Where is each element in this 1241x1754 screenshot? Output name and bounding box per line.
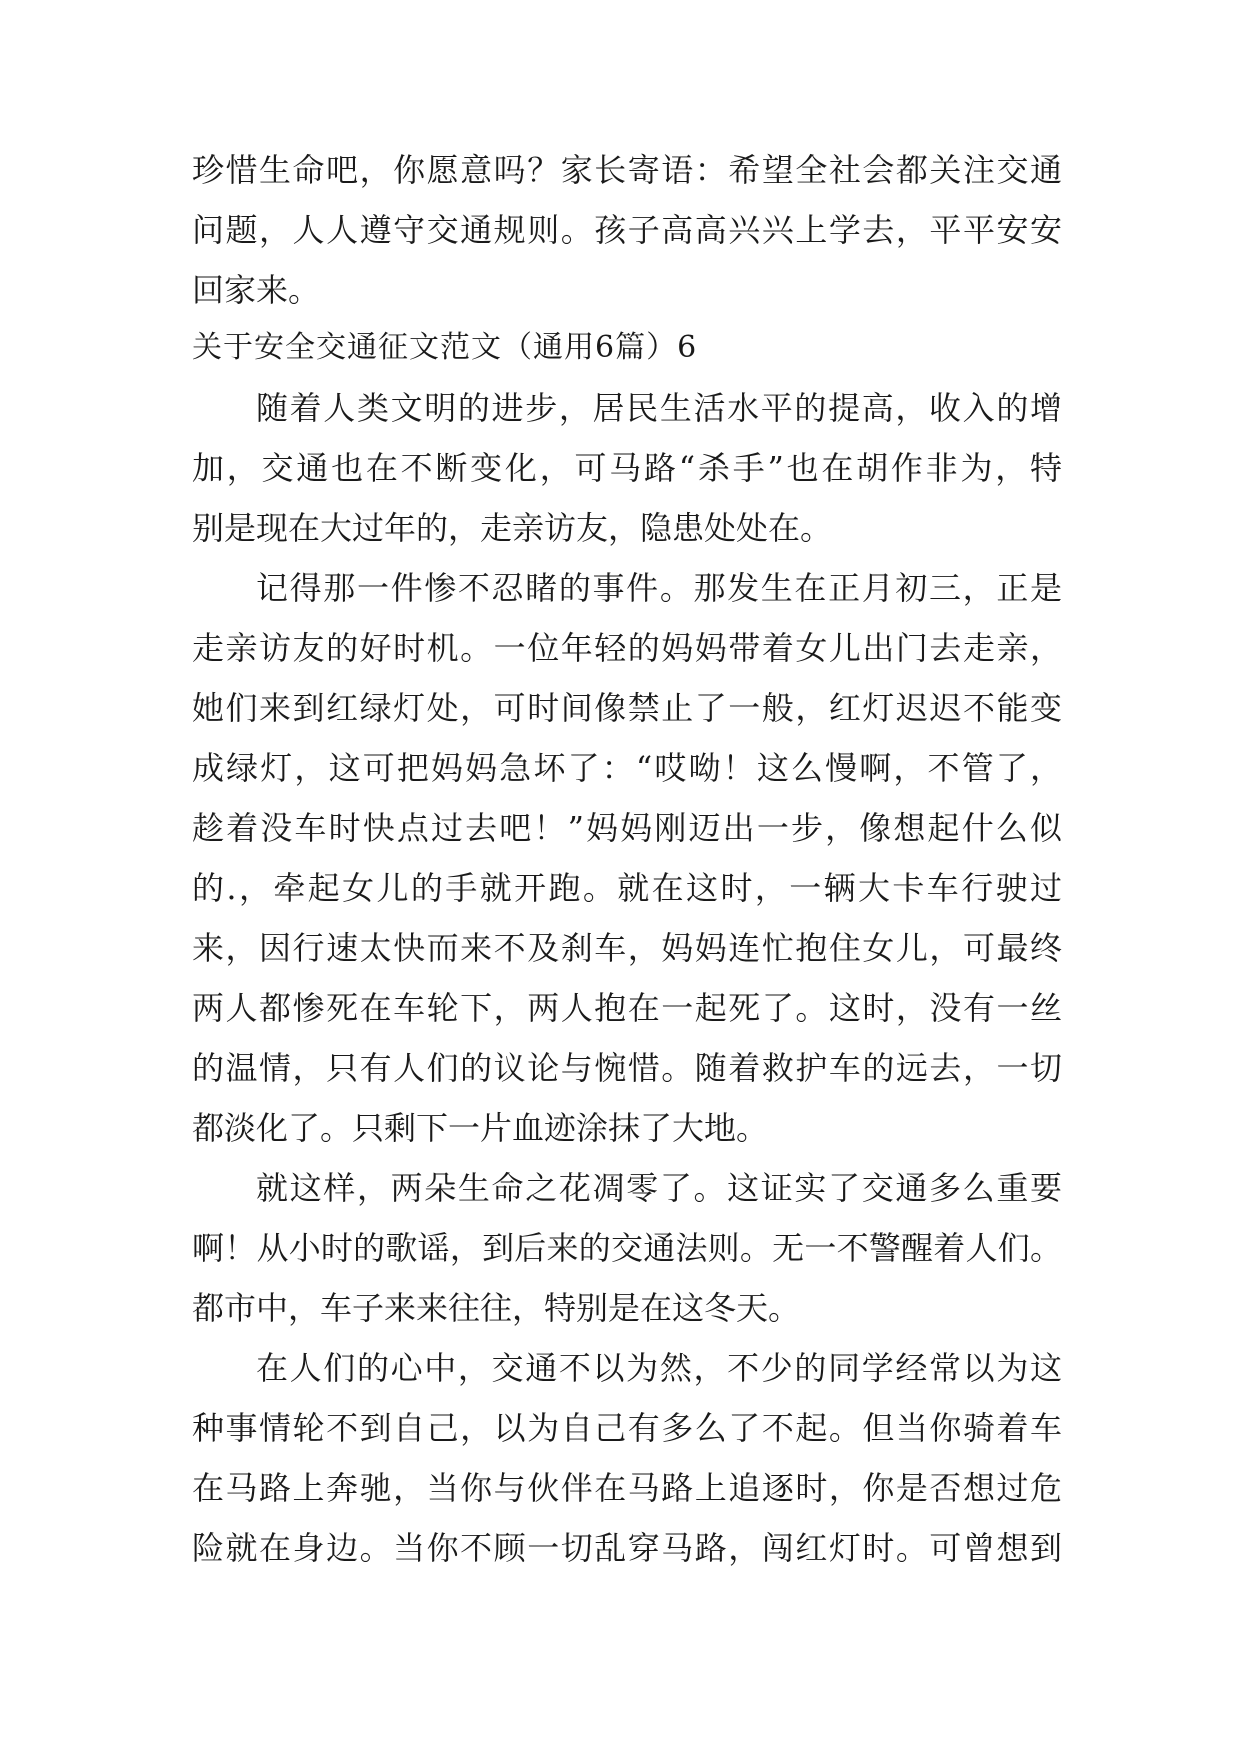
section-heading: 关于安全交通征文范文（通用6篇）6: [192, 330, 698, 365]
paragraph-line: 加，交通也在不断变化，可马路“杀手”也在胡作非为，特: [192, 449, 1062, 487]
paragraph-line: 成绿灯，这可把妈妈急坏了：“哎呦！这么慢啊，不管了，: [192, 749, 1062, 787]
paragraph-line: 问题，人人遵守交通规则。孩子高高兴兴上学去，平平安安: [192, 211, 1062, 249]
paragraph-line: 在马路上奔驰，当你与伙伴在马路上追逐时，你是否想过危: [192, 1469, 1062, 1507]
paragraph-line: 的.，牵起女儿的手就开跑。就在这时，一辆大卡车行驶过: [192, 869, 1062, 907]
paragraph-line: 在人们的心中，交通不以为然，不少的同学经常以为这: [256, 1349, 1062, 1387]
paragraph-line: 险就在身边。当你不顾一切乱穿马路，闯红灯时。可曾想到: [192, 1529, 1062, 1567]
paragraph-line: 的温情，只有人们的议论与惋惜。随着救护车的远去，一切: [192, 1049, 1062, 1087]
paragraph-line: 趁着没车时快点过去吧！”妈妈刚迈出一步，像想起什么似: [192, 809, 1062, 847]
paragraph-line: 就这样，两朵生命之花凋零了。这证实了交通多么重要: [256, 1169, 1062, 1207]
paragraph-line: 来，因行速太快而来不及刹车，妈妈连忙抱住女儿，可最终: [192, 929, 1062, 967]
paragraph-line: 啊！从小时的歌谣，到后来的交通法则。无一不警醒着人们。: [192, 1229, 1062, 1267]
paragraph-line: 种事情轮不到自己，以为自己有多么了不起。但当你骑着车: [192, 1409, 1062, 1447]
paragraph-line: 都市中，车子来来往往，特别是在这冬天。: [192, 1289, 801, 1327]
paragraph-line: 珍惜生命吧，你愿意吗？家长寄语：希望全社会都关注交通: [192, 151, 1062, 189]
paragraph-line: 随着人类文明的进步，居民生活水平的提高，收入的增: [256, 389, 1062, 427]
paragraph-line: 回家来。: [192, 271, 321, 309]
paragraph-line: 两人都惨死在车轮下，两人抱在一起死了。这时，没有一丝: [192, 989, 1062, 1027]
paragraph-line: 都淡化了。只剩下一片血迹涂抹了大地。: [192, 1109, 769, 1147]
paragraph-line: 记得那一件惨不忍睹的事件。那发生在正月初三，正是: [256, 569, 1062, 607]
paragraph-line: 别是现在大过年的，走亲访友，隐患处处在。: [192, 509, 833, 547]
paragraph-line: 走亲访友的好时机。一位年轻的妈妈带着女儿出门去走亲，: [192, 629, 1062, 667]
paragraph-line: 她们来到红绿灯处，可时间像禁止了一般，红灯迟迟不能变: [192, 689, 1062, 727]
